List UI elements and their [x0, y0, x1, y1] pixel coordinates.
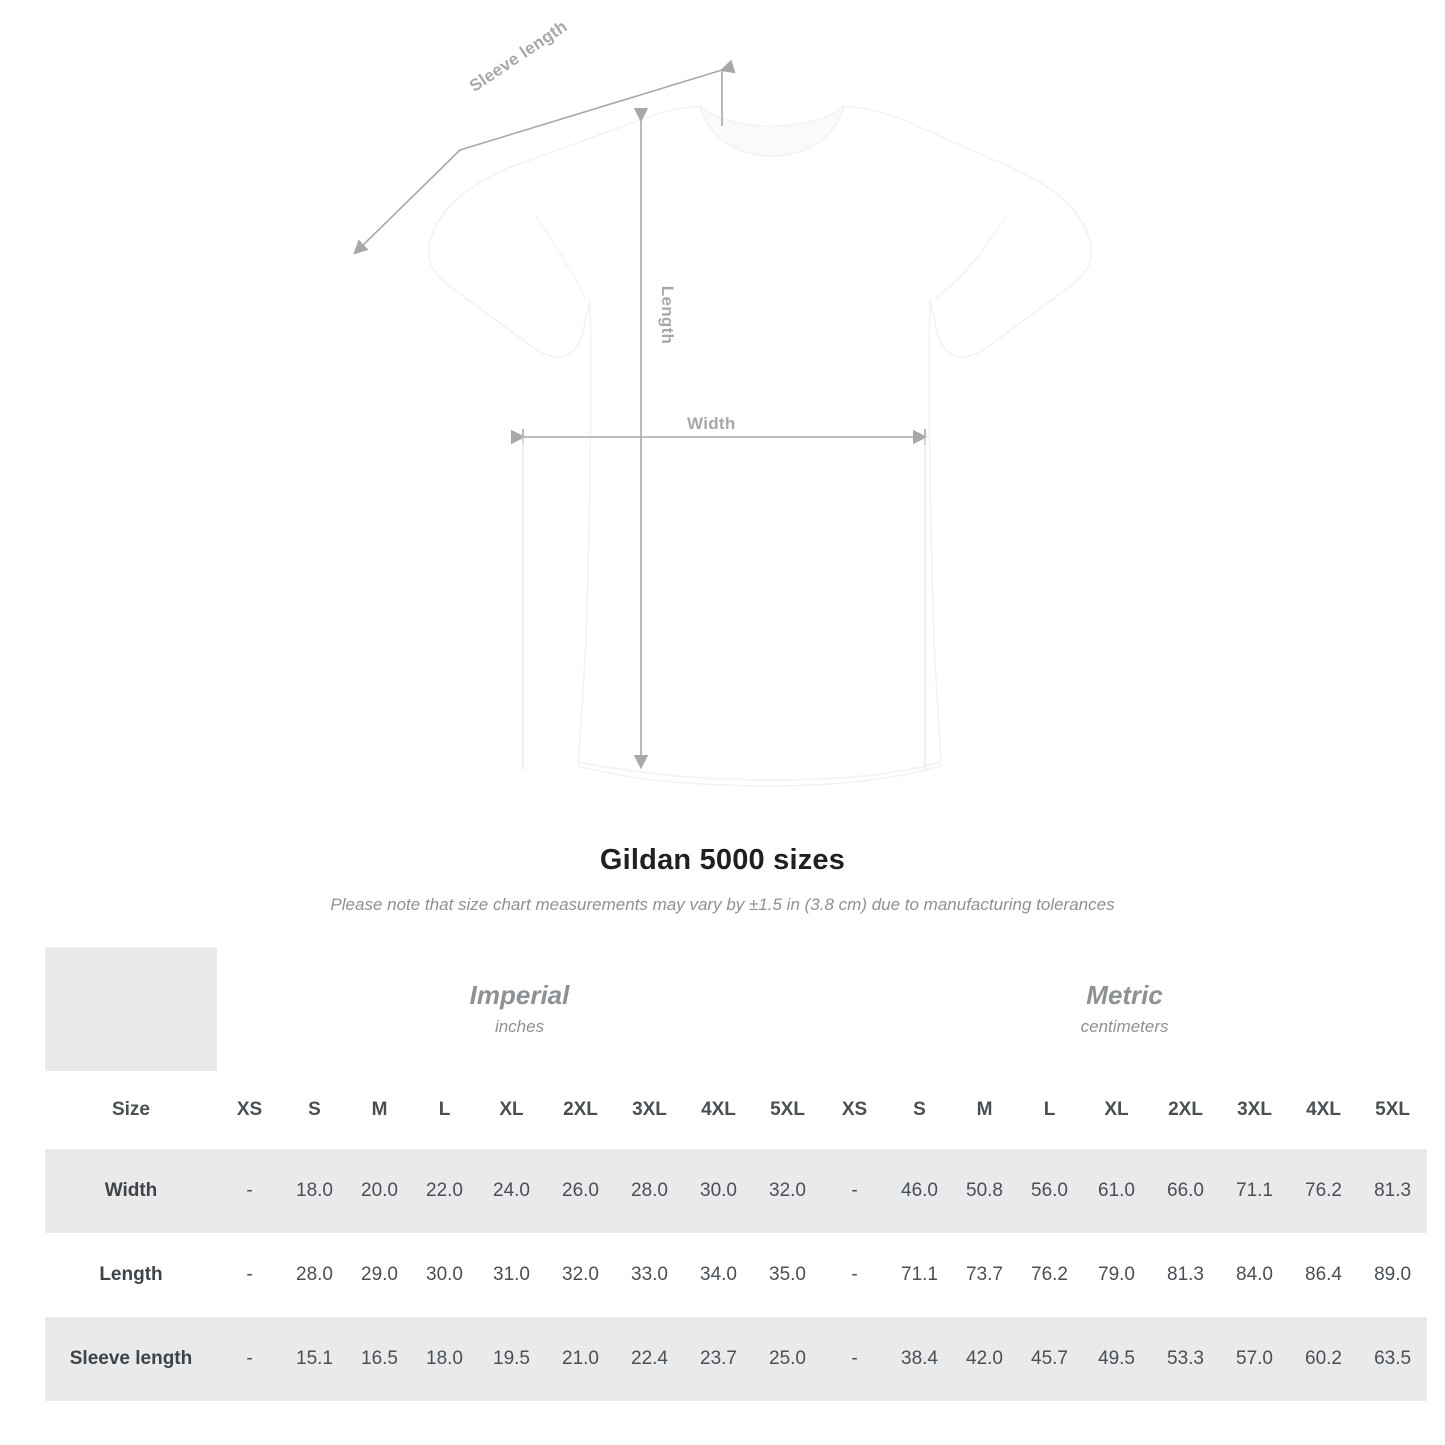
sleeve-metric-s: 38.4 [887, 1317, 952, 1401]
length-imperial-3xl: 33.0 [615, 1233, 684, 1317]
sleeve-length-label: Sleeve length [466, 16, 571, 96]
unit-header-row [45, 947, 1427, 1071]
length-imperial-l: 30.0 [412, 1233, 477, 1317]
sleeve-metric-5xl: 63.5 [1358, 1317, 1427, 1401]
length-imperial-4xl: 34.0 [684, 1233, 753, 1317]
unit-group-metric [822, 947, 1427, 1071]
header-imperial-xs: XS [217, 1071, 282, 1149]
header-metric-l: L [1017, 1071, 1082, 1149]
width-imperial-xl: 24.0 [477, 1149, 546, 1233]
table-row-length [45, 1233, 1427, 1317]
size-header-row [45, 1071, 1427, 1149]
header-metric-xs: XS [822, 1071, 887, 1149]
header-metric-4xl: 4XL [1289, 1071, 1358, 1149]
header-metric-2xl: 2XL [1151, 1071, 1220, 1149]
length-metric-3xl: 84.0 [1220, 1233, 1289, 1317]
sleeve-metric-m: 42.0 [952, 1317, 1017, 1401]
header-imperial-m: M [347, 1071, 412, 1149]
sleeve-imperial-5xl: 25.0 [753, 1317, 822, 1401]
imperial-sub: inches [494, 1017, 545, 1037]
width-metric-3xl: 71.1 [1220, 1149, 1289, 1233]
header-metric-5xl: 5XL [1358, 1071, 1427, 1149]
tshirt-shape [429, 106, 1091, 786]
table-row-width [45, 1149, 1427, 1233]
length-imperial-5xl: 35.0 [753, 1233, 822, 1317]
header-metric-3xl: 3XL [1220, 1071, 1289, 1149]
row-label-length: Length [45, 1233, 217, 1317]
length-metric-xs: - [822, 1233, 887, 1317]
header-imperial-l: L [412, 1071, 477, 1149]
header-metric-xl: XL [1082, 1071, 1151, 1149]
row-label-width: Width [45, 1149, 217, 1233]
length-imperial-2xl: 32.0 [546, 1233, 615, 1317]
unit-group-imperial [217, 947, 822, 1071]
length-imperial-xs: - [217, 1233, 282, 1317]
width-imperial-s: 18.0 [282, 1149, 347, 1233]
sleeve-imperial-2xl: 21.0 [546, 1317, 615, 1401]
sleeve-imperial-l: 18.0 [412, 1317, 477, 1401]
unit-blank-cell [45, 947, 217, 1071]
width-metric-xl: 61.0 [1082, 1149, 1151, 1233]
header-metric-m: M [952, 1071, 1017, 1149]
header-imperial-4xl: 4XL [684, 1071, 753, 1149]
length-imperial-xl: 31.0 [477, 1233, 546, 1317]
length-imperial-m: 29.0 [347, 1233, 412, 1317]
width-label: Width [681, 414, 742, 434]
header-imperial-2xl: 2XL [546, 1071, 615, 1149]
size-table-wrapper [45, 947, 1412, 1401]
metric-name: Metric [1086, 979, 1163, 1010]
width-imperial-2xl: 26.0 [546, 1149, 615, 1233]
width-metric-s: 46.0 [887, 1149, 952, 1233]
sleeve-metric-2xl: 53.3 [1151, 1317, 1220, 1401]
sleeve-imperial-m: 16.5 [347, 1317, 412, 1401]
header-imperial-xl: XL [477, 1071, 546, 1149]
sleeve-metric-xs: - [822, 1317, 887, 1401]
length-imperial-s: 28.0 [282, 1233, 347, 1317]
width-metric-m: 50.8 [952, 1149, 1017, 1233]
length-metric-xl: 79.0 [1082, 1233, 1151, 1317]
width-metric-5xl: 81.3 [1358, 1149, 1427, 1233]
width-imperial-4xl: 30.0 [684, 1149, 753, 1233]
width-metric-l: 56.0 [1017, 1149, 1082, 1233]
page-title: Gildan 5000 sizes [599, 844, 846, 876]
width-metric-4xl: 76.2 [1289, 1149, 1358, 1233]
length-metric-l: 76.2 [1017, 1233, 1082, 1317]
imperial-name: Imperial [469, 979, 570, 1010]
header-imperial-3xl: 3XL [615, 1071, 684, 1149]
header-size: Size [45, 1071, 217, 1149]
metric-sub: centimeters [1080, 1017, 1169, 1037]
size-table [45, 947, 1427, 1401]
sleeve-imperial-xs: - [217, 1317, 282, 1401]
width-imperial-xs: - [217, 1149, 282, 1233]
sleeve-imperial-4xl: 23.7 [684, 1317, 753, 1401]
length-metric-s: 71.1 [887, 1233, 952, 1317]
header-imperial-5xl: 5XL [753, 1071, 822, 1149]
length-metric-5xl: 89.0 [1358, 1233, 1427, 1317]
width-imperial-m: 20.0 [347, 1149, 412, 1233]
width-metric-2xl: 66.0 [1151, 1149, 1220, 1233]
sleeve-imperial-s: 15.1 [282, 1317, 347, 1401]
header-metric-s: S [887, 1071, 952, 1149]
width-metric-xs: - [822, 1149, 887, 1233]
length-label: Length [655, 270, 679, 360]
header-imperial-s: S [282, 1071, 347, 1149]
sleeve-metric-xl: 49.5 [1082, 1317, 1151, 1401]
width-imperial-5xl: 32.0 [753, 1149, 822, 1233]
length-metric-m: 73.7 [952, 1233, 1017, 1317]
width-imperial-l: 22.0 [412, 1149, 477, 1233]
table-row-sleeve-length [45, 1317, 1427, 1401]
tolerance-note: Please note that size chart measurements may vary by ±1.5 in (3.8 cm) due to manufacturing tolerances [330, 895, 1115, 914]
length-metric-2xl: 81.3 [1151, 1233, 1220, 1317]
sleeve-metric-l: 45.7 [1017, 1317, 1082, 1401]
chart-heading [0, 844, 1445, 915]
width-imperial-3xl: 28.0 [615, 1149, 684, 1233]
row-label-sleeve-length: Sleeve length [45, 1317, 217, 1401]
sleeve-imperial-3xl: 22.4 [615, 1317, 684, 1401]
length-metric-4xl: 86.4 [1289, 1233, 1358, 1317]
sleeve-imperial-xl: 19.5 [477, 1317, 546, 1401]
sleeve-metric-4xl: 60.2 [1289, 1317, 1358, 1401]
sleeve-metric-3xl: 57.0 [1220, 1317, 1289, 1401]
